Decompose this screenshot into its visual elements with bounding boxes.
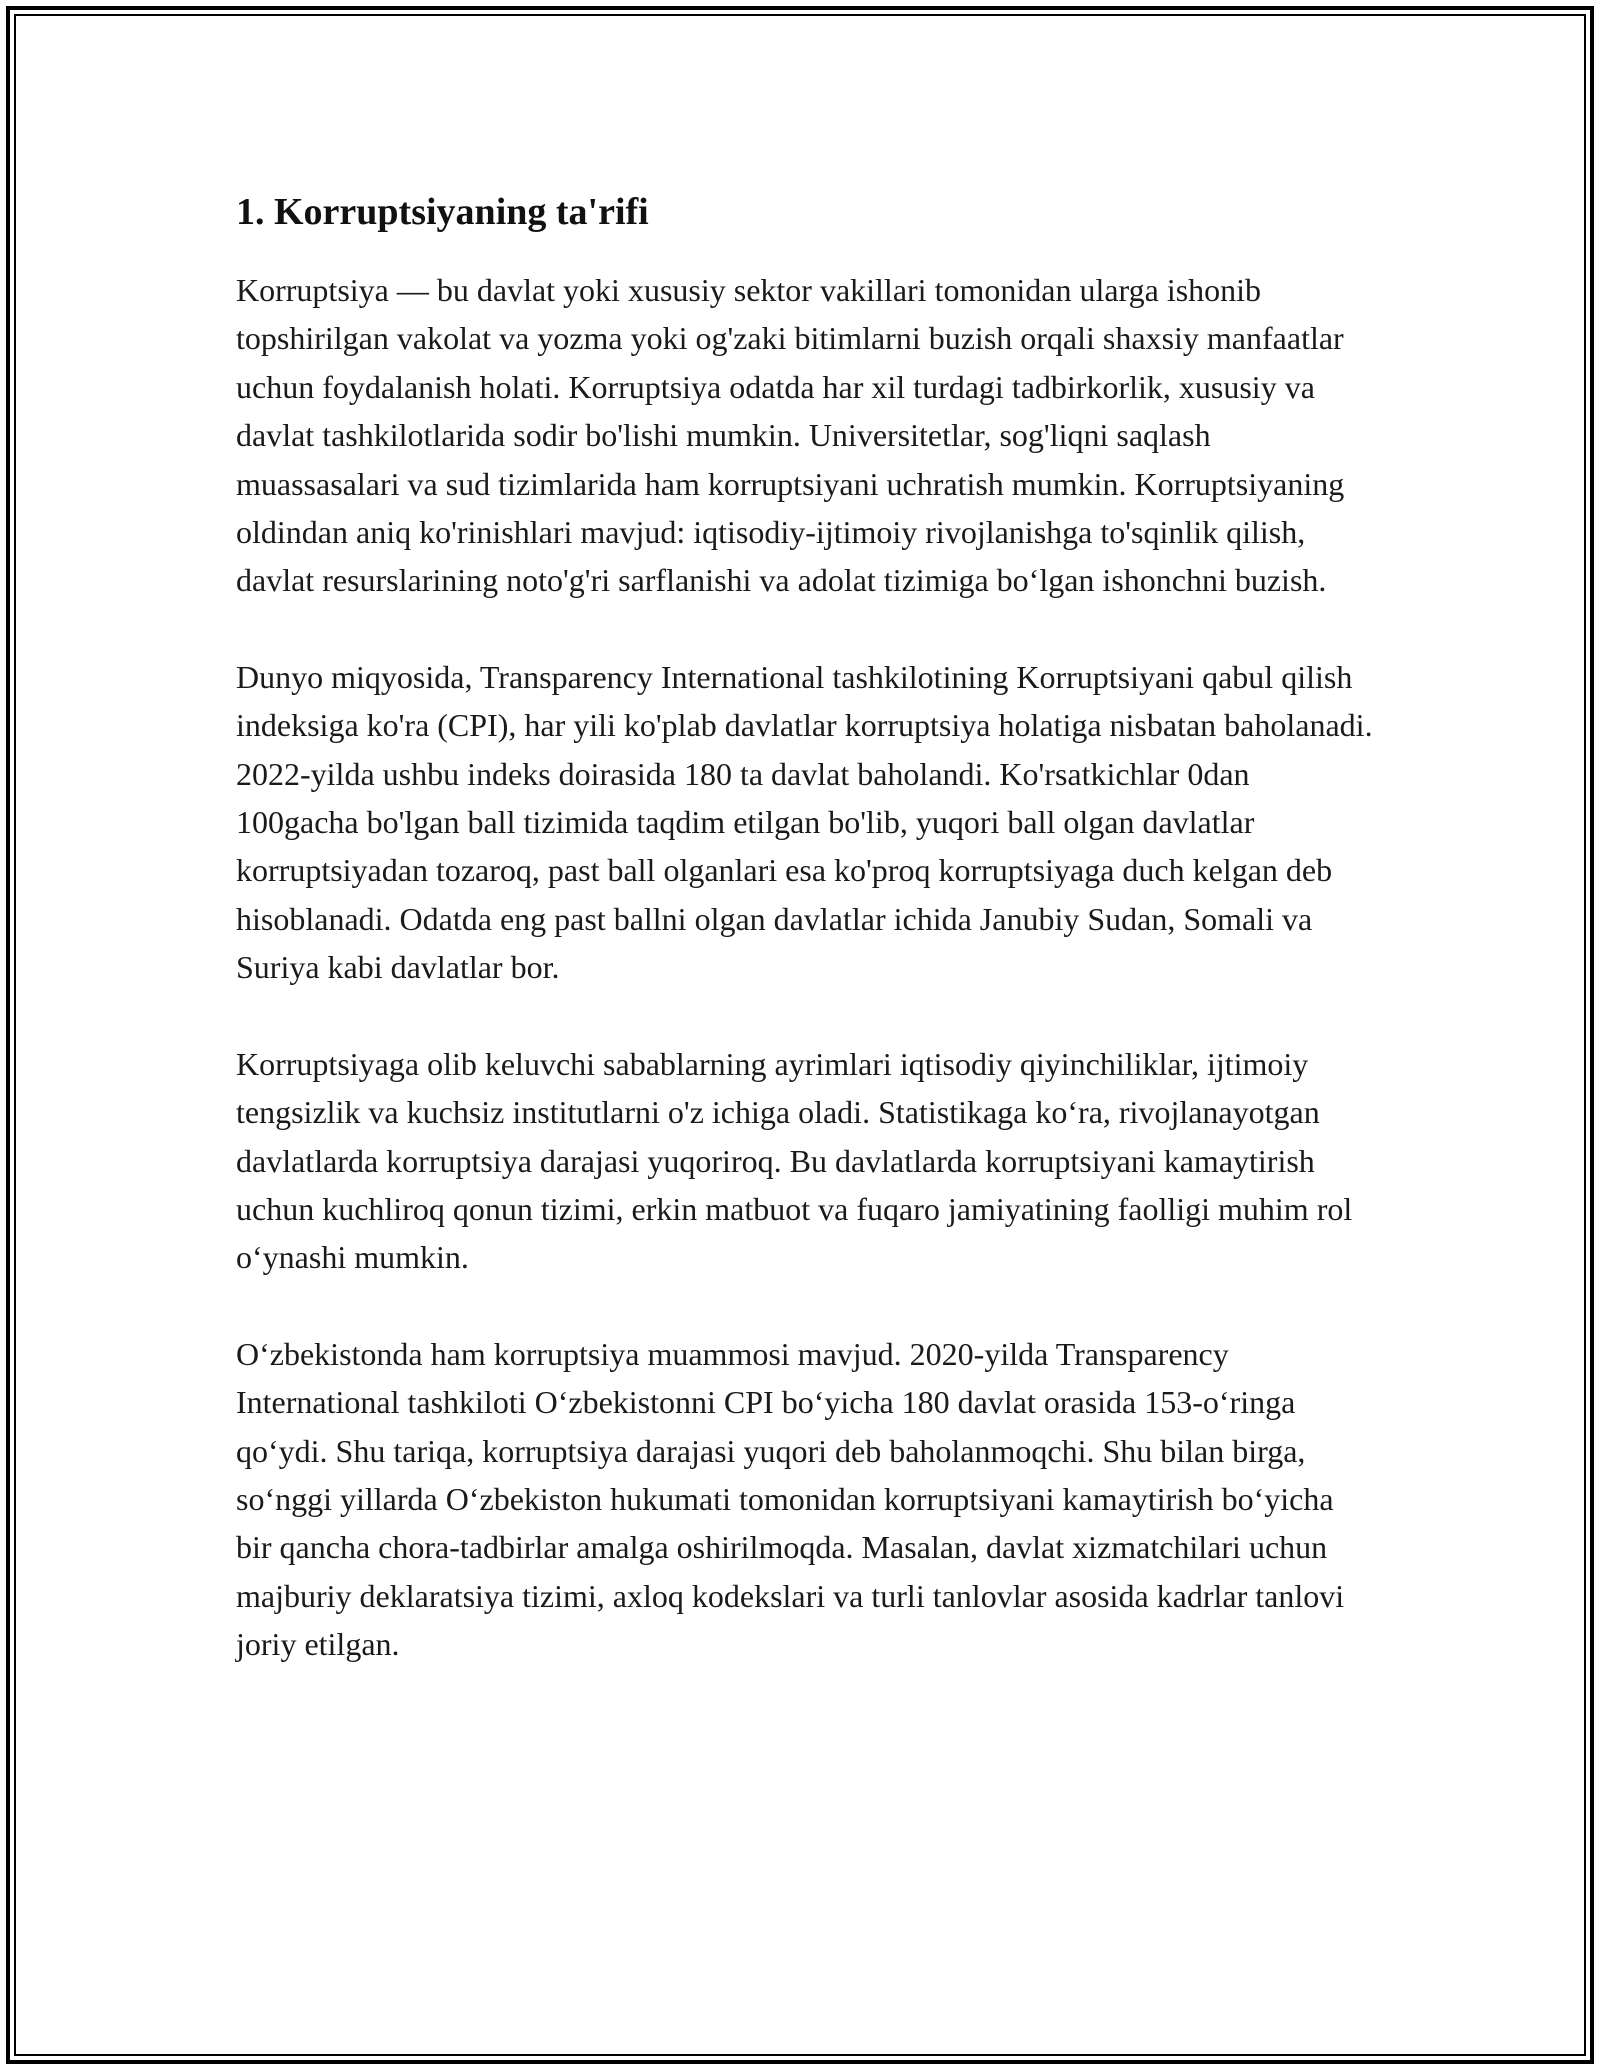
paragraph-uzbekistan: O‘zbekistonda ham korruptsiya muammosi mavjud. 2020-yilda Transparency International tashkiloti O‘zbekistonni CPI bo‘yicha 180 davlat orasida 153-o‘ringa qo‘ydi. Shu tariqa, korruptsiya darajasi yuqori deb baholanmoqchi. Shu bilan birga, so‘nggi yillarda O‘zbekiston hukumati tomonidan korruptsiyani kamaytirish bo‘yicha bir qancha chora-tadbirlar amalga oshirilmoqda. Masalan, davlat xizmatchilari uchun majburiy deklaratsiya tizimi, axloq kodekslari va turli tanlovlar asosida kadrlar tanlovi joriy etilgan. — [236, 1335, 1345, 1663]
paragraph-cpi-index: Dunyo miqyosida, Transparency International tashkilotining Korruptsiyani qabul qilish indeksiga ko'ra (CPI), har yili ko'plab davlatlar korruptsiya holatiga nisbatan baholanadi. 2022-yilda ushbu indeks doirasida 180 ta davlat baholandi. Ko'rsatkichlar 0dan 100gacha bo'lgan ball tizimida taqdim etilgan bo'lib, yuqori ball olgan davlatlar korruptsiyadan tozaroq, past ball olganlari esa ko'proq korruptsiyaga duch kelgan deb hisoblanadi. Odatda eng past ballni olgan davlatlar ichida Janubiy Sudan, Somali va Suriya kabi davlatlar bor. — [236, 658, 1373, 986]
paragraph-definition: Korruptsiya — bu davlat yoki xususiy sektor vakillari tomonidan ularga ishonib topshirilgan vakolat va yozma yoki og'zaki bitimlarni buzish orqali shaxsiy manfaatlar uchun foydalanish holati. Korruptsiya odatda har xil turdagi tadbirkorlik, xususiy va davlat tashkilotlarida sodir bo'lishi mumkin. Universitetlar, sog'liqni saqlash muassasalari va sud tizimlarida ham korruptsiyani uchratish mumkin. Korruptsiyaning oldindan aniq ko'rinishlari mavjud: iqtisodiy-ijtimoiy rivojlanishga to'sqinlik qilish, davlat resurslarining noto'g'ri sarflanishi va adolat tizimiga bo‘lgan ishonchni buzish. — [236, 272, 1345, 599]
paragraph-causes: Korruptsiyaga olib keluvchi sabablarning ayrimlari iqtisodiy qiyinchiliklar, ijtimoiy tengsizlik va kuchsiz institutlarni o'z ichiga oladi. Statistikaga ko‘ra, rivojlanayotgan davlatlarda korruptsiya darajasi yuqoriroq. Bu davlatlarda korruptsiyani kamaytirish uchun kuchliroq qonun tizimi, erkin matbuot va fuqaro jamiyatining faolligi muhim rol o‘ynashi mumkin. — [236, 1045, 1353, 1276]
section-heading: 1. Korruptsiyaning ta'rifi — [236, 191, 649, 233]
document-body — [236, 186, 1376, 1717]
